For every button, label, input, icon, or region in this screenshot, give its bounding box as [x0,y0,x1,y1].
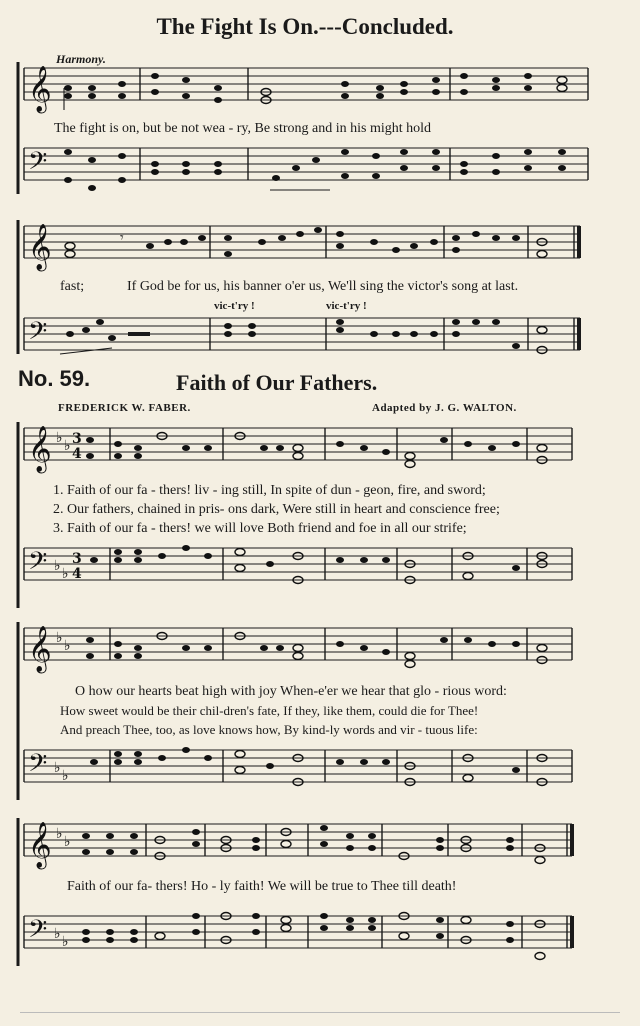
echo-victory-1: vic-t'ry ! [214,300,255,312]
refrain-lyrics: Faith of our fa- thers! Ho - ly faith! We will be true to Thee till death! [67,879,457,894]
page-title: The Fight Is On.---Concluded. [156,14,454,39]
echo-victory-2: vic-t'ry ! [326,300,367,312]
svg-text:♭: ♭ [62,768,69,784]
lyric-fast: fast; [60,279,85,294]
staff-system-5-treble [0,816,640,876]
svg-text:♭: ♭ [64,834,71,850]
svg-text:𝄞: 𝄞 [28,224,52,270]
harmony-label: Harmony. [56,52,106,66]
svg-text:♭: ♭ [56,630,63,646]
verse-2-line-2: How sweet would be their chil-dren's fate, If they, like them, could die for Thee! [60,703,479,718]
staff-system-4-treble [0,620,640,680]
svg-text:3: 3 [72,551,82,567]
svg-text:♭: ♭ [62,934,69,950]
footer-rule [20,1012,620,1013]
hymn-number: No. 59. [18,366,91,391]
staff-system-5-bass [0,908,640,968]
svg-text:𝄢: 𝄢 [28,547,48,582]
svg-text:𝄢: 𝄢 [28,317,48,352]
notes-treble-3 [86,433,547,468]
svg-text:♭: ♭ [54,558,61,574]
notes-bass-5 [82,913,545,960]
staff-system-1-bass [0,140,640,200]
verse-3-line-2: And preach Thee, too, as love knows how, By kind-ly words and vir - tuous life: [60,722,478,737]
staff-system-3-treble [0,420,640,480]
svg-text:𝄢: 𝄢 [28,915,48,950]
author-credit: FREDERICK W. FABER. [58,402,191,414]
svg-text:♭: ♭ [62,566,69,582]
verse-3-line-1: 3. Faith of our fa - thers! we will love Both friend and foe in all our strife; [53,521,467,536]
svg-text:𝄢: 𝄢 [28,147,48,182]
verse-1-line-1: 1. Faith of our fa - thers! liv - ing still, In spite of dun - geon, fire, and sword; [53,483,486,498]
svg-text:3: 3 [72,431,82,447]
svg-text:♭: ♭ [56,826,63,842]
svg-text:♭: ♭ [64,438,71,454]
svg-text:𝄞: 𝄞 [28,822,52,868]
verse-2-line-1: 2. Our fathers, chained in pris- ons dark, Were still in heart and conscience free; [53,502,500,517]
svg-text:4: 4 [72,446,82,462]
staff-system-1-treble [0,60,640,120]
svg-text:♭: ♭ [54,760,61,776]
svg-text:♭: ♭ [54,926,61,942]
arranger-credit: Adapted by J. G. WALTON. [372,402,517,414]
svg-text:𝄾: 𝄾 [120,230,124,246]
hymn-title: Faith of Our Fathers. [176,370,378,395]
svg-text:♭: ♭ [56,430,63,446]
staff-system-3-bass [0,540,640,600]
notes-treble-5 [82,825,545,864]
notes-treble-4 [86,633,547,668]
svg-text:4: 4 [72,566,82,582]
staff-system-2-bass [0,310,640,370]
svg-text:𝄞: 𝄞 [28,626,52,672]
verse-1-line-2: O how our hearts beat high with joy When-e'er we hear that glo - rious word: [75,684,507,699]
svg-text:𝄢: 𝄢 [28,749,48,784]
lyric-line-fight-2: If God be for us, his banner o'er us, We'll sing the victor's song at last. [127,279,519,294]
svg-text:𝄞: 𝄞 [28,426,52,472]
staff-system-4-bass [0,742,640,802]
staff-system-2-treble [0,218,640,278]
notes-bass-2 [60,319,547,354]
svg-text:𝄞: 𝄞 [28,66,52,112]
lyric-line-fight-1: The fight is on, but be not wea - ry, Be strong and in his might hold [54,121,432,136]
svg-text:♭: ♭ [64,638,71,654]
